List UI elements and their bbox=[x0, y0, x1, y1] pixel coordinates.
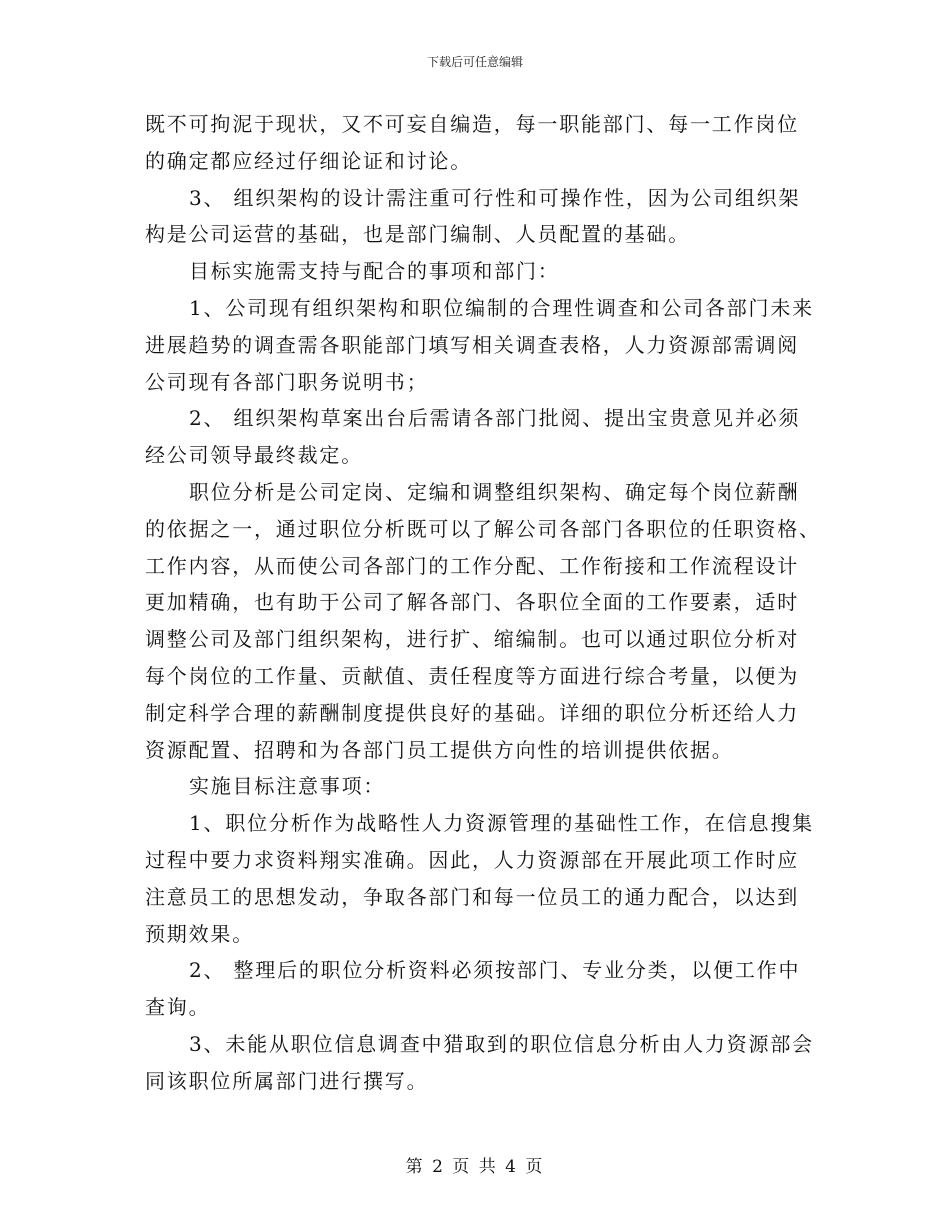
paragraph bbox=[145, 805, 814, 952]
paragraph bbox=[145, 1026, 814, 1100]
text-line: 构是公司运营的基础，也是部门编制、人员配置的基础。 bbox=[145, 222, 690, 247]
page-header: 下载后可任意编辑 bbox=[426, 55, 523, 69]
text-line: 1、公司现有组织架构和职位编制的合理性调查和公司各部门未来 bbox=[189, 295, 814, 320]
text-line: 注意员工的思想发动，争取各部门和每一位员工的通力配合，以达到 bbox=[145, 884, 799, 909]
paragraph bbox=[145, 952, 805, 1026]
text-line: 公司现有各部门职务说明书； bbox=[145, 369, 429, 394]
text-line: 过程中要力求资料翔实准确。因此，人力资源部在开展此项工作时应 bbox=[145, 847, 799, 872]
text-line: 预期效果。 bbox=[145, 921, 254, 946]
text-line: 1、职位分析作为战略性人力资源管理的基础性工作，在信息搜集 bbox=[189, 811, 814, 836]
paragraph bbox=[145, 474, 821, 768]
text-line: 2、 整理后的职位分析资料必须按部门、专业分类，以便工作中 bbox=[189, 958, 801, 983]
section-heading bbox=[145, 768, 805, 805]
text-line: 3、未能从职位信息调查中猎取到的职位信息分析由人力资源部会 bbox=[189, 1031, 814, 1056]
text-line: 的依据之一，通过职位分析既可以了解公司各部门各职位的任职资格、 bbox=[145, 516, 821, 541]
text-line: 工作内容，从而使公司各部门的工作分配、工作衔接和工作流程设计 bbox=[145, 553, 799, 578]
text-line: 进展趋势的调查需各职能部门填写相关调查表格，人力资源部需调阅 bbox=[145, 332, 799, 357]
text-line: 资源配置、招聘和为各部门员工提供方向性的培训提供依据。 bbox=[145, 737, 734, 762]
text-line: 每个岗位的工作量、贡献值、责任程度等方面进行综合考量，以便为 bbox=[145, 663, 799, 688]
text-line: 同该职位所属部门进行撰写。 bbox=[145, 1068, 429, 1093]
text-line: 制定科学合理的薪酬制度提供良好的基础。详细的职位分析还给人力 bbox=[145, 700, 799, 725]
text-line: 既不可拘泥于现状，又不可妄自编造，每一职能部门、每一工作岗位 bbox=[145, 112, 799, 136]
paragraph bbox=[145, 106, 805, 180]
text-line: 经公司领导最终裁定。 bbox=[145, 443, 363, 468]
text-line: 的确定都应经过仔细论证和讨论。 bbox=[145, 148, 472, 173]
text-line: 更加精确，也有助于公司了解各部门、各职位全面的工作要素，适时 bbox=[145, 590, 799, 615]
text-line: 3、 组织架构的设计需注重可行性和可操作性，因为公司组织架 bbox=[189, 185, 801, 210]
paragraph bbox=[145, 180, 805, 254]
text-line: 查询。 bbox=[145, 995, 211, 1020]
text-line: 目标实施需支持与配合的事项和部门： bbox=[189, 259, 560, 284]
text-line: 调整公司及部门组织架构，进行扩、缩编制。也可以通过职位分析对 bbox=[145, 627, 799, 652]
section-heading bbox=[145, 253, 805, 290]
paragraph bbox=[145, 400, 805, 474]
text-line: 实施目标注意事项： bbox=[189, 774, 386, 799]
page-number-footer: 第 2 页 共 4 页 bbox=[405, 1157, 545, 1177]
document-body bbox=[145, 106, 821, 1100]
text-line: 职位分析是公司定岗、定编和调整组织架构、确定每个岗位薪酬 bbox=[189, 479, 800, 504]
paragraph bbox=[145, 290, 814, 400]
text-line: 2、 组织架构草案出台后需请各部门批阅、提出宝贵意见并必须 bbox=[189, 406, 801, 431]
